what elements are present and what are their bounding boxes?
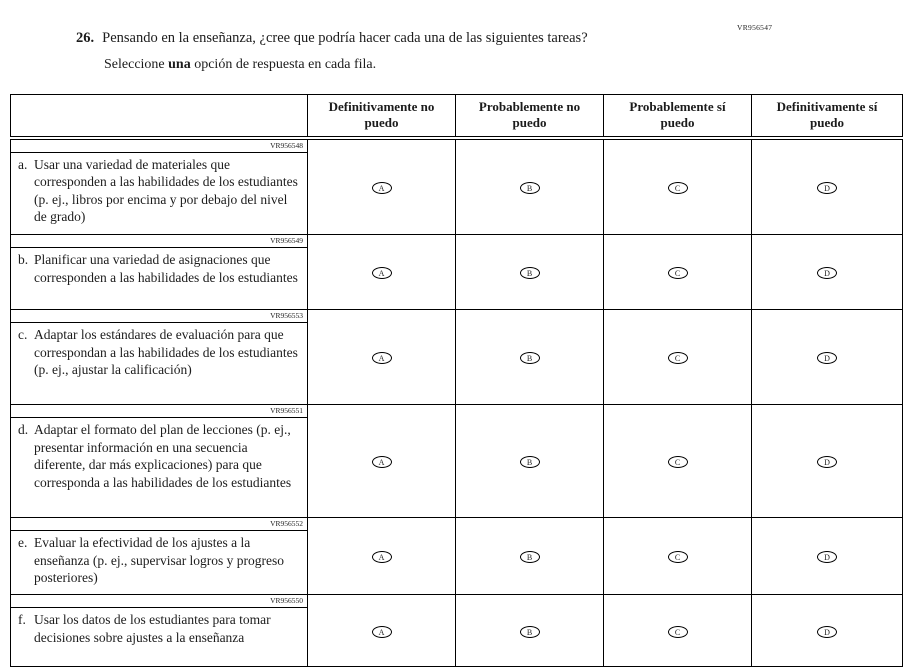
radio-option-c[interactable]: C <box>668 626 688 638</box>
option-cell <box>456 595 604 667</box>
row-stem-cell <box>11 405 308 518</box>
option-cell <box>456 138 604 235</box>
radio-option-c[interactable]: C <box>668 456 688 468</box>
table-row <box>11 310 903 405</box>
radio-option-b[interactable]: B <box>520 267 540 279</box>
radio-option-d[interactable]: D <box>817 182 837 194</box>
option-cell <box>604 595 752 667</box>
table-corner <box>11 95 308 138</box>
radio-option-c[interactable]: C <box>668 267 688 279</box>
radio-option-a[interactable]: A <box>372 267 392 279</box>
option-cell <box>752 405 903 518</box>
option-cell <box>456 405 604 518</box>
row-stem-text: c. Adaptar los estándares de evaluación para que correspondan a las habilidades de los estudiantes (p. ej., ajustar la calificación) <box>18 327 298 378</box>
radio-option-a[interactable]: A <box>372 551 392 563</box>
row-stem-text: d. Adaptar el formato del plan de lecciones (p. ej., presentar información en una secuencia diferente, dar más explicaciones) para que corresponda a las habilidades de los estudiantes <box>18 422 292 490</box>
row-code: VR956551 <box>11 405 307 418</box>
response-matrix <box>10 94 903 667</box>
option-cell <box>752 138 903 235</box>
row-stem-cell <box>11 518 308 595</box>
row-stem-cell <box>11 138 308 235</box>
row-code: VR956552 <box>11 518 307 531</box>
radio-option-b[interactable]: B <box>520 626 540 638</box>
question <box>76 29 796 74</box>
radio-option-a[interactable]: A <box>372 456 392 468</box>
option-cell <box>456 310 604 405</box>
row-stem-text: b. Planificar una variedad de asignaciones que corresponden a las habilidades de los estudiantes <box>18 252 298 285</box>
row-stem-text: f. Usar los datos de los estudiantes para tomar decisiones sobre ajustes a la enseñanza <box>18 612 271 645</box>
option-cell <box>752 595 903 667</box>
option-cell <box>604 518 752 595</box>
option-cell <box>604 235 752 310</box>
column-header-probablemente-no: Probablemente no puedo <box>456 95 604 138</box>
table-row <box>11 518 903 595</box>
radio-option-b[interactable]: B <box>520 352 540 364</box>
option-cell <box>308 405 456 518</box>
radio-option-d[interactable]: D <box>817 267 837 279</box>
option-cell <box>752 310 903 405</box>
table-row <box>11 405 903 518</box>
row-stem-cell <box>11 310 308 405</box>
option-cell <box>456 235 604 310</box>
radio-option-d[interactable]: D <box>817 626 837 638</box>
row-code: VR956548 <box>11 140 307 153</box>
question-number: 26. <box>76 30 95 46</box>
radio-option-d[interactable]: D <box>817 456 837 468</box>
column-header-definitivamente-si: Definitivamente sí puedo <box>752 95 903 138</box>
column-header-definitivamente-no: Definitivamente no puedo <box>308 95 456 138</box>
header-row <box>11 95 903 138</box>
question-instruction: Seleccione una opción de respuesta en cada fila. <box>104 57 377 73</box>
radio-option-a[interactable]: A <box>372 626 392 638</box>
option-cell <box>604 405 752 518</box>
radio-option-d[interactable]: D <box>817 352 837 364</box>
radio-option-c[interactable]: C <box>668 352 688 364</box>
option-cell <box>308 310 456 405</box>
option-cell <box>308 138 456 235</box>
radio-option-c[interactable]: C <box>668 551 688 563</box>
row-stem-text: e. Evaluar la efectividad de los ajustes a la enseñanza (p. ej., supervisar logros y progreso posteriores) <box>18 535 285 586</box>
radio-option-a[interactable]: A <box>372 182 392 194</box>
table-row <box>11 595 903 667</box>
option-cell <box>456 518 604 595</box>
row-stem-cell <box>11 595 308 667</box>
column-header-probablemente-si: Probablemente sí puedo <box>604 95 752 138</box>
table-row <box>11 235 903 310</box>
option-cell <box>752 518 903 595</box>
option-cell <box>604 138 752 235</box>
row-stem-cell <box>11 235 308 310</box>
page-code: VR956547 <box>737 23 773 32</box>
option-cell <box>752 235 903 310</box>
option-cell <box>308 235 456 310</box>
question-text: Pensando en la enseñanza, ¿cree que podría hacer cada una de las siguientes tareas? <box>102 30 588 46</box>
row-code: VR956550 <box>11 595 307 608</box>
radio-option-a[interactable]: A <box>372 352 392 364</box>
option-cell <box>308 595 456 667</box>
table-row <box>11 138 903 235</box>
row-stem-text: a. Usar una variedad de materiales que corresponden a las habilidades de los estudiantes (p. ej., libros por encima y por debajo del nivel de grado) <box>18 156 298 225</box>
option-cell <box>604 310 752 405</box>
row-code: VR956549 <box>11 235 307 248</box>
radio-option-d[interactable]: D <box>817 551 837 563</box>
radio-option-b[interactable]: B <box>520 182 540 194</box>
row-code: VR956553 <box>11 310 307 323</box>
radio-option-c[interactable]: C <box>668 182 688 194</box>
radio-option-b[interactable]: B <box>520 551 540 563</box>
radio-option-b[interactable]: B <box>520 456 540 468</box>
option-cell <box>308 518 456 595</box>
